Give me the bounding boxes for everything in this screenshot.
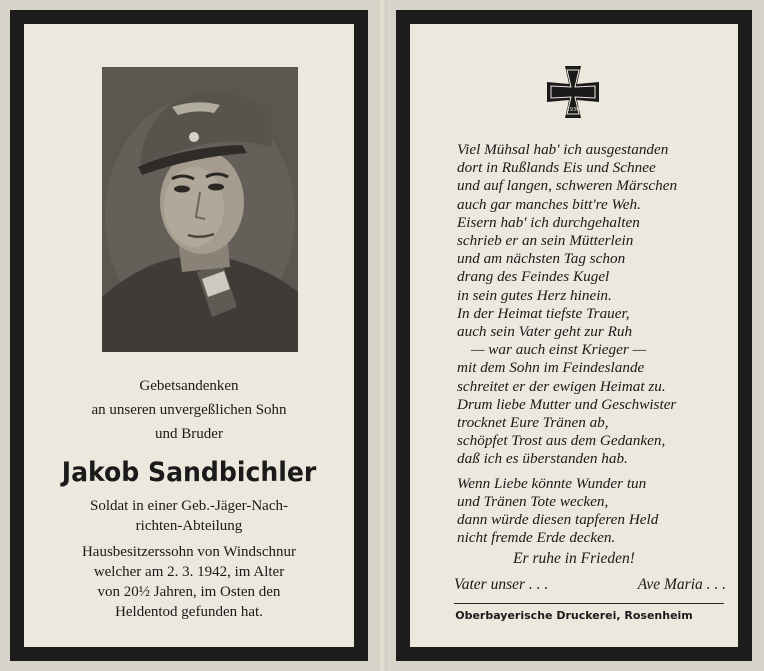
poem-line: Viel Mühsal hab' ich ausgestanden <box>457 141 669 158</box>
deceased-name: Jakob Sandbichler <box>61 457 317 488</box>
printer-credit: Oberbayerische Druckerei, Rosenheim <box>455 609 693 622</box>
detail-line: welcher am 2. 3. 1942, im Alter <box>93 564 285 580</box>
detail-line: Soldat in einer Geb.-Jäger-Nach- <box>90 498 288 514</box>
left-card <box>10 10 368 661</box>
right-card <box>396 10 752 661</box>
prayer-vater-unser: Vater unser . . . <box>454 576 549 593</box>
poem-line: nicht fremde Erde decken. <box>457 529 616 547</box>
poem-line: trocknet Eure Tränen ab, <box>457 414 609 432</box>
poem-line: In der Heimat tiefste Trauer, <box>457 304 630 322</box>
poem-line: auch gar manches bitt're Weh. <box>457 195 641 213</box>
poem-line: und am nächsten Tag schon <box>457 250 626 268</box>
closing-block <box>410 550 738 568</box>
poem-line: schöpfet Trost aus dem Gedanken, <box>457 432 666 450</box>
iron-cross-icon <box>545 64 601 120</box>
soldier-portrait <box>102 67 298 352</box>
cross-year: 1939 <box>566 107 580 113</box>
detail-line: Heldentod gefunden hat. <box>115 604 263 620</box>
poem-line: Eisern hab' ich durchgehalten <box>457 213 640 231</box>
poem-line: — war auch einst Krieger — <box>471 341 647 359</box>
intro-line: an unseren unvergeßlichen Sohn <box>91 402 287 418</box>
poem-line: dort in Rußlands Eis und Schnee <box>457 159 656 177</box>
prayer-ave-maria: Ave Maria . . . <box>637 576 726 593</box>
poem-line: und auf langen, schweren Märschen <box>457 177 678 195</box>
poem-line: drang des Feindes Kugel <box>457 268 610 286</box>
left-card-inner <box>24 24 354 647</box>
card-fold <box>377 0 387 671</box>
intro-line: Gebetsandenken <box>139 378 239 394</box>
name-block <box>24 454 354 492</box>
poem-line: schreitet er der ewigen Heimat zu. <box>457 377 666 395</box>
poem-line: und Tränen Tote wecken, <box>457 492 609 510</box>
poem-line: auch sein Vater geht zur Ruh <box>457 323 633 341</box>
poem <box>457 141 737 547</box>
poem-line: daß ich es überstanden hab. <box>457 450 628 468</box>
detail-line: richten-Abteilung <box>135 518 243 534</box>
detail-line: von 20½ Jahren, im Osten den <box>97 584 281 600</box>
poem-line: Wenn Liebe könnte Wunder tun <box>457 474 647 492</box>
poem-line: schrieb er an sein Mütterlein <box>457 232 634 250</box>
poem-line: in sein gutes Herz hinein. <box>457 286 612 304</box>
poem-line: Drum liebe Mutter und Geschwister <box>457 395 677 413</box>
detail-line: Hausbesitzerssohn von Windschnur <box>81 544 297 560</box>
intro-line: und Bruder <box>155 426 223 442</box>
rest-in-peace: Er ruhe in Frieden! <box>513 550 635 567</box>
divider <box>454 603 724 604</box>
right-card-inner <box>410 24 738 647</box>
details-block <box>24 496 354 622</box>
intro-block <box>24 376 354 444</box>
poem-line: mit dem Sohn im Feindeslande <box>457 359 645 377</box>
prayers-row <box>454 576 726 594</box>
poem-line: dann würde diesen tapferen Held <box>457 511 659 529</box>
